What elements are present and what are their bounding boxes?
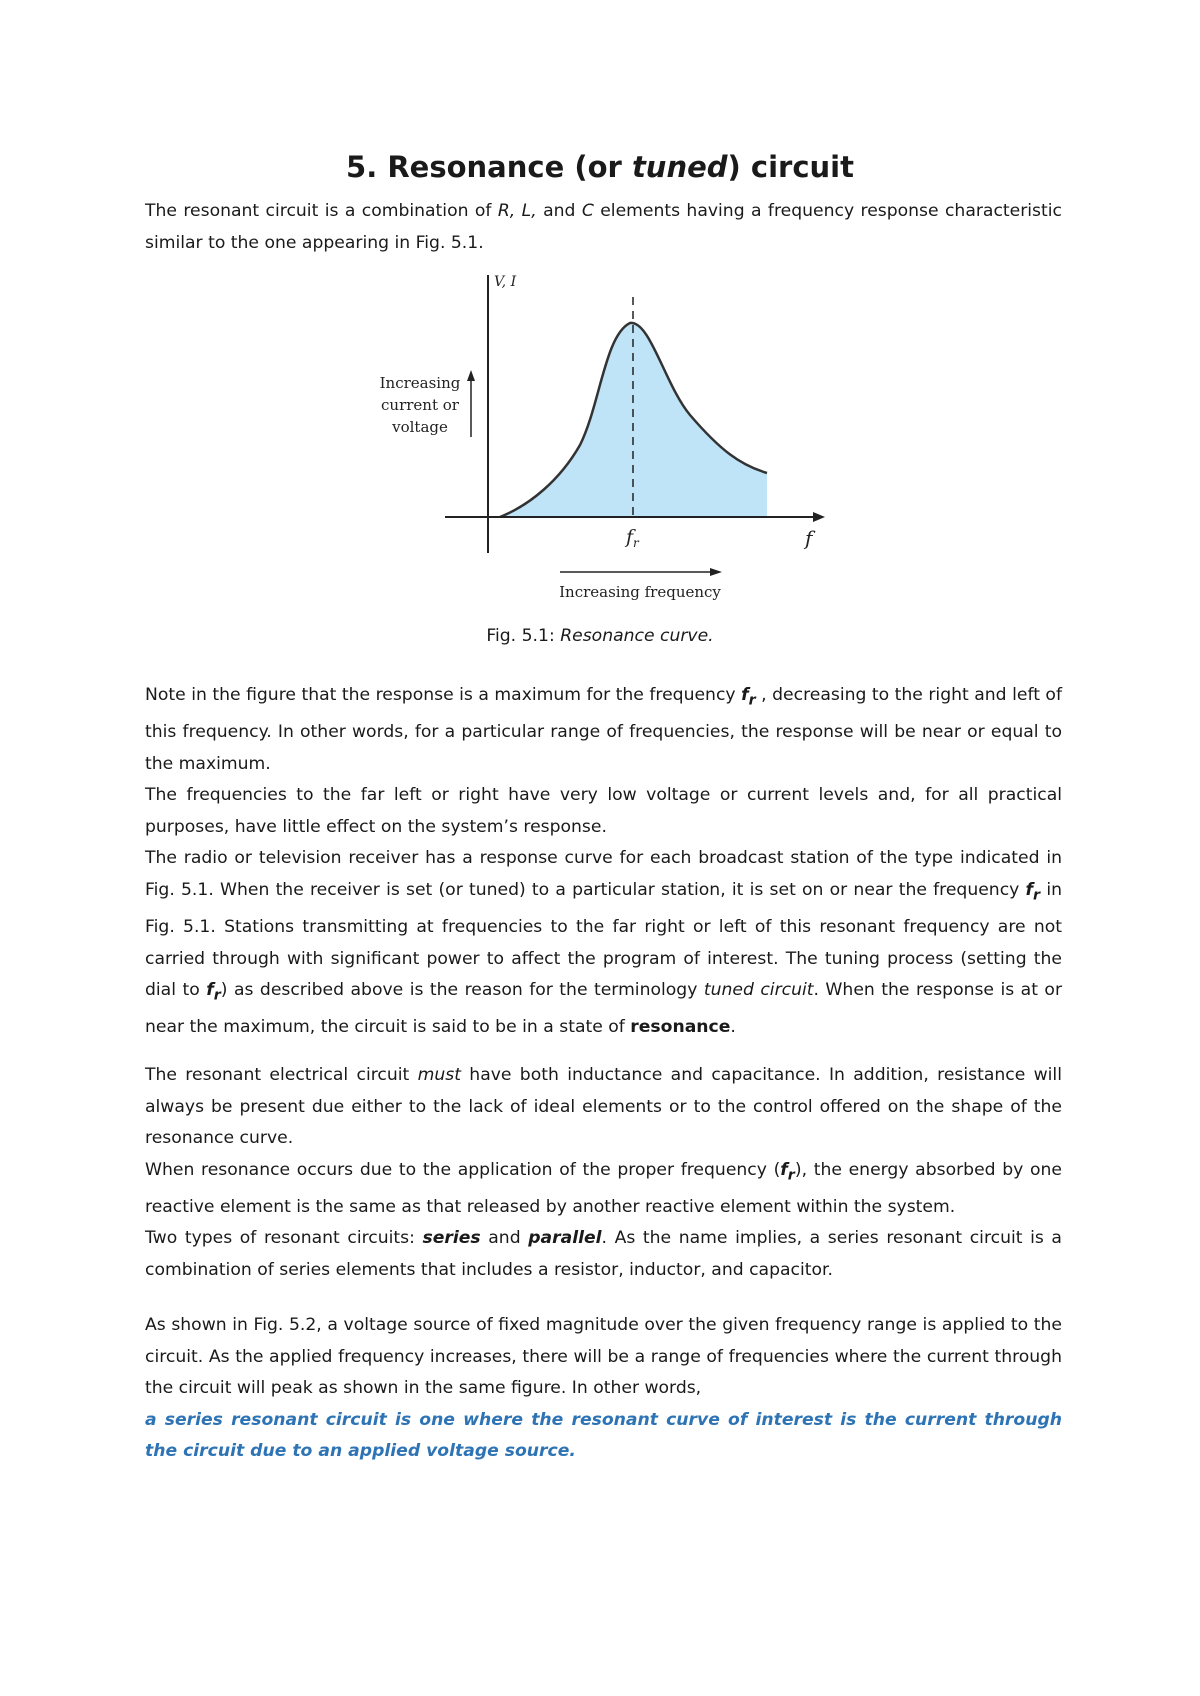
- figure-caption: [0, 626, 1200, 646]
- resonance-curve-fill: [500, 323, 767, 517]
- p1-fr-1-sub: r: [748, 692, 756, 709]
- title-part-c: ) circuit: [727, 150, 854, 184]
- paragraph-2: [145, 1060, 1062, 1287]
- p1-text-3b: in Fig. 5.1. Stations transmitting at frequencies to the far right or left of this resonant frequency are not carried through with significant power to affect the program of interest. The tuning process (setting the dial to: [145, 880, 1062, 1001]
- intro-and: and: [543, 201, 576, 221]
- paragraph-3: [145, 1310, 1062, 1468]
- intro-l: L,: [521, 201, 537, 221]
- p2-and: and: [488, 1228, 521, 1249]
- p1-resonance: resonance: [630, 1017, 731, 1038]
- intro-r: R,: [497, 201, 516, 221]
- intro-text-2: elements having a frequency response characteristic similar to the one appearing in Fig. 5.1.: [145, 201, 1062, 253]
- increasing-frequency-label: Increasing frequency: [559, 583, 721, 601]
- p2-series: series: [422, 1228, 481, 1249]
- p3-text-1: As shown in Fig. 5.2, a voltage source of fixed magnitude over the given frequency range is applied to the circuit. As the applied frequency increases, there will be a range of frequencies where the current through the circuit will peak as shown in the same figure. In other words,: [145, 1315, 1062, 1399]
- section-number: 5.: [346, 150, 378, 184]
- p1-fr-1: f: [741, 685, 749, 705]
- p2-text-2a: When resonance occurs due to the application of the proper frequency (: [145, 1159, 781, 1180]
- p1-text-a: Note in the figure that the response is a maximum for the frequency: [145, 685, 736, 705]
- p2-text-1b: have both inductance and capacitance. In addition, resistance will always be present due either to the lack of ideal elements or to the control offered on the shape of the resonance curve.: [145, 1065, 1062, 1149]
- frequency-axis-label: f: [805, 526, 813, 550]
- title-part-tuned: tuned: [631, 150, 728, 184]
- increasing-current-label-3: voltage: [392, 418, 448, 436]
- p1-text-3d: . When the response is at or near the maximum, the circuit is said to be in a state of: [145, 980, 1063, 1038]
- title-part-a: Resonance (or: [387, 150, 622, 184]
- p2-fr: f: [780, 1159, 788, 1180]
- increasing-frequency-arrowhead: [710, 568, 722, 576]
- increasing-current-arrowhead: [467, 370, 475, 381]
- p1-fr-3-sub: r: [213, 987, 221, 1004]
- p1-fr-2: f: [1025, 880, 1034, 900]
- increasing-current-label-1: Increasing: [380, 374, 461, 392]
- p2-parallel: parallel: [528, 1228, 602, 1249]
- resonant-frequency-label: $f_r$: [626, 526, 639, 550]
- caption-text: Resonance curve.: [560, 626, 714, 646]
- section-title: [0, 150, 1200, 184]
- p1-tuned-circuit: tuned circuit: [703, 980, 814, 1001]
- p1-text-3e: .: [730, 1017, 736, 1038]
- p1-fr-3: f: [206, 980, 214, 1001]
- resonance-curve-figure: [380, 275, 830, 625]
- x-axis-arrowhead: [813, 512, 825, 522]
- y-axis-label: V, I: [494, 275, 517, 290]
- p1-text-3a: The radio or television receiver has a response curve for each broadcast station of the type indicated in Fig. 5.1. When the receiver is set (or tuned) to a particular station, it is set on or near the frequency: [145, 848, 1062, 900]
- p2-must: must: [417, 1065, 461, 1085]
- p2-text-1a: The resonant electrical circuit: [145, 1065, 410, 1085]
- p1-text-b: , decreasing to the right and left of this frequency. In other words, for a particular range of frequencies, the response will be near or equal to the maximum.: [145, 685, 1063, 774]
- intro-c: C: [581, 201, 594, 221]
- increasing-current-label-2: current or: [381, 396, 459, 414]
- p2-fr-sub: r: [787, 1167, 795, 1184]
- paragraph-1: [145, 680, 1062, 1044]
- p2-text-2b: ), the energy absorbed by one reactive element is the same as that released by another reactive element within the system.: [145, 1159, 1062, 1217]
- intro-text-1: The resonant circuit is a combination of: [145, 201, 492, 221]
- p1-text-2: The frequencies to the far left or right have very low voltage or current levels and, for all practical purposes, have little effect on the system’s response.: [145, 785, 1062, 837]
- intro-paragraph: [145, 196, 1062, 259]
- series-resonant-definition: a series resonant circuit is one where the resonant curve of interest is the current through the circuit due to an applied voltage source.: [145, 1409, 1062, 1462]
- p2-text-3a: Two types of resonant circuits:: [145, 1228, 415, 1249]
- caption-prefix: Fig. 5.1:: [486, 626, 555, 646]
- p2-text-3b: . As the name implies, a series resonant circuit is a combination of series elements that includes a resistor, inductor, and capacitor.: [145, 1228, 1062, 1280]
- p1-fr-2-sub: r: [1033, 887, 1041, 904]
- p1-text-3c: ) as described above is the reason for the terminology: [220, 980, 698, 1001]
